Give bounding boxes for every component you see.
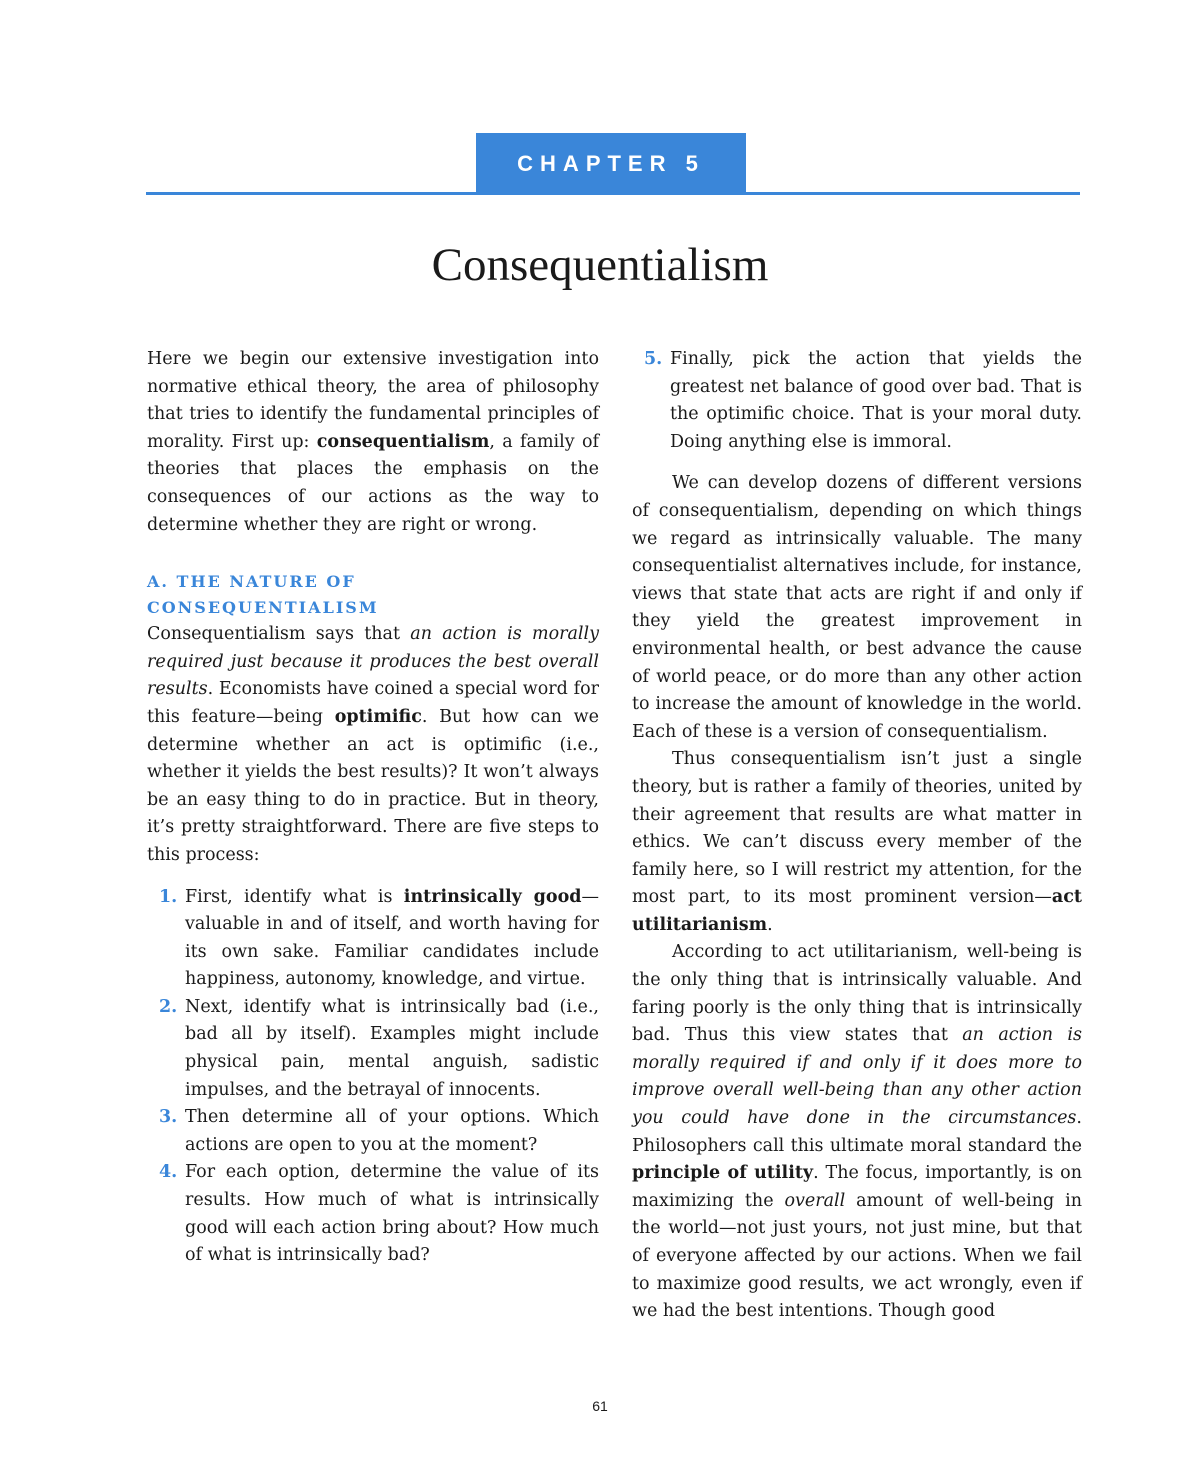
step-number: 1.	[159, 886, 178, 907]
page-number: 61	[592, 1398, 608, 1414]
chapter-label-box	[476, 133, 746, 195]
left-column	[147, 346, 599, 1270]
section-heading-line2: CONSEQUENTIALISM	[147, 598, 379, 618]
steps-list	[147, 884, 599, 1270]
right-column	[632, 346, 1082, 1326]
term-consequentialism: consequentialism	[316, 431, 490, 452]
body-paragraph: According to act utilitarianism, well-being is the only thing that is intrinsically valuable. And faring poorly is the only thing that is intrinsically bad. Thus this view states that an action is morally required if and only if it does more to improve overall well-being than any other action you could have done in the circumstances. Philosophers call this ultimate moral standard the principle of utility. The focus, importantly, is on maximizing the overall amount of well-being in the world—not just yours, not just mine, but that of everyone affected by our actions. When we fail to maximize good results, we act wrongly, even if we had the best intentions. Though good	[632, 942, 1082, 1322]
list-item: 1. First, identify what is intrinsically good—valuable in and of itself, and worth having for its own sake. Familiar candidates include happiness, autonomy, knowledge, and virtue.	[185, 884, 599, 994]
body-paragraph: We can develop dozens of different versions of consequentialism, depending on which things we regard as intrinsically valuable. The many consequentialist alternatives include, for instance, views that state that acts are right if and only if they yield the greatest improvement in environmental health, or best advance the cause of world peace, or do more than any other action to increase the amount of knowledge in the world. Each of these is a version of consequentialism.	[632, 473, 1082, 742]
chapter-label: CHAPTER 5	[517, 151, 705, 176]
list-item: 3. Then determine all of your options. Which actions are open to you at the moment?	[185, 1104, 599, 1159]
steps-list-continued	[607, 346, 1082, 456]
list-item: 5. Finally, pick the action that yields the greatest net balance of good over bad. That is the optimific choice. That is your moral duty. Doing anything else is immoral.	[670, 346, 1082, 456]
section-heading	[147, 569, 599, 621]
intro-paragraph: Here we begin our extensive investigation into normative ethical theory, the area of philosophy that tries to identify the fundamental principles of morality. First up: consequentialism, a family of theories that places the emphasis on the consequences of our actions as the way to determine whether they are right or wrong.	[147, 349, 599, 535]
term-optimific: optimific	[334, 706, 422, 727]
section-heading-line1: A. THE NATURE OF	[147, 572, 356, 592]
section-paragraph: Consequentialism says that an action is morally required just because it produces the best overall results. Economists have coined a special word for this feature—being optimific. But how can we determine whether an act is optimific (i.e., whether it yields the best results)? It won’t always be an easy thing to do in practice. But in theory, it’s pretty straightforward. There are five steps to this process:	[147, 624, 599, 865]
list-item: 4. For each option, determine the value of its results. How much of what is intrinsically good will each action bring about? How much of what is intrinsically bad?	[185, 1159, 599, 1269]
term-act-utilitarianism: act utilitarianism	[632, 887, 1082, 935]
step-number: 5.	[644, 349, 663, 369]
body-paragraph: Thus consequentialism isn’t just a single theory, but is rather a family of theories, united by their agreement that results are what matter in ethics. We can’t discuss every member of the family here, so I will restrict my attention, for the most part, to its most prominent version—act utilitarianism.	[632, 749, 1082, 935]
step-number: 3.	[159, 1107, 178, 1128]
list-item: 2. Next, identify what is intrinsically bad (i.e., bad all by itself). Examples might include physical pain, mental anguish, sadistic impulses, and the betrayal of innocents.	[185, 994, 599, 1104]
chapter-title: Consequentialism	[431, 239, 769, 291]
term-principle-of-utility: principle of utility	[632, 1163, 814, 1184]
step-number: 4.	[159, 1162, 178, 1183]
step-number: 2.	[159, 996, 178, 1017]
